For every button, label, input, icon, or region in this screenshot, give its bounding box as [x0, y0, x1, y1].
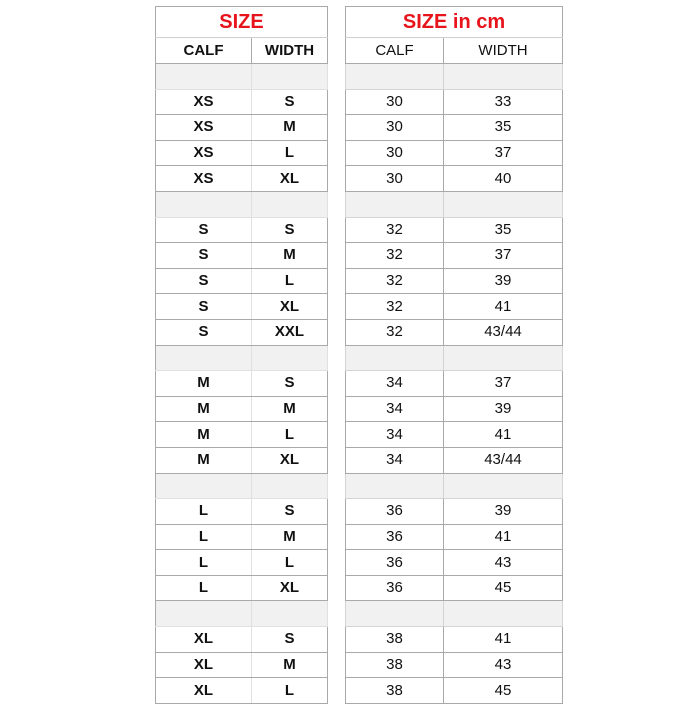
spacer-cell: [444, 191, 563, 217]
table-row: [156, 217, 328, 243]
table-row: [156, 499, 328, 525]
width-size-cell: M: [252, 115, 328, 141]
calf-cm-cell: 30: [346, 115, 444, 141]
table-row: [346, 319, 563, 345]
table-row: [156, 268, 328, 294]
width-size-cell: S: [252, 89, 328, 115]
calf-size-cell: XL: [156, 678, 252, 704]
width-size-cell: S: [252, 371, 328, 397]
width-cm-cell: 43/44: [444, 319, 563, 345]
table-row: [156, 550, 328, 576]
table-row: [346, 627, 563, 653]
spacer-cell: [156, 345, 252, 371]
group-spacer: [156, 473, 328, 499]
width-cm-cell: 45: [444, 575, 563, 601]
width-size-cell: M: [252, 524, 328, 550]
group-spacer: [346, 64, 563, 90]
table-row: [346, 652, 563, 678]
calf-cm-cell: 36: [346, 524, 444, 550]
spacer-cell: [252, 473, 328, 499]
spacer-cell: [252, 64, 328, 90]
width-cm-cell: 43: [444, 550, 563, 576]
width-size-cell: S: [252, 499, 328, 525]
width-cm-cell: 37: [444, 243, 563, 269]
spacer-cell: [444, 64, 563, 90]
table-row: [346, 217, 563, 243]
width-cm-cell: 41: [444, 524, 563, 550]
calf-size-cell: S: [156, 243, 252, 269]
table-row: [156, 652, 328, 678]
width-cm-cell: 37: [444, 371, 563, 397]
calf-cm-cell: 32: [346, 268, 444, 294]
width-size-cell: M: [252, 243, 328, 269]
width-cm-cell: 43: [444, 652, 563, 678]
width-cm-cell: 39: [444, 396, 563, 422]
width-header: WIDTH: [252, 38, 328, 64]
calf-size-cell: XS: [156, 89, 252, 115]
table-row: [346, 140, 563, 166]
table-row: [346, 524, 563, 550]
width-size-cell: L: [252, 140, 328, 166]
calf-cm-cell: 34: [346, 422, 444, 448]
width-size-cell: S: [252, 627, 328, 653]
spacer-cell: [346, 191, 444, 217]
width-size-cell: M: [252, 396, 328, 422]
table-row: [346, 294, 563, 320]
calf-size-cell: L: [156, 575, 252, 601]
width-cm-cell: 39: [444, 268, 563, 294]
calf-cm-cell: 30: [346, 89, 444, 115]
calf-size-cell: M: [156, 447, 252, 473]
table-row: [346, 499, 563, 525]
width-size-cell: XL: [252, 294, 328, 320]
table-row: [156, 319, 328, 345]
table-row: [156, 115, 328, 141]
calf-size-cell: L: [156, 524, 252, 550]
table-row: [156, 294, 328, 320]
calf-cm-cell: 32: [346, 294, 444, 320]
width-size-cell: XL: [252, 166, 328, 192]
calf-size-cell: L: [156, 499, 252, 525]
calf-size-cell: XL: [156, 652, 252, 678]
width-cm-cell: 41: [444, 294, 563, 320]
spacer-cell: [252, 345, 328, 371]
spacer-cell: [444, 345, 563, 371]
width-size-cell: L: [252, 678, 328, 704]
calf-size-cell: S: [156, 319, 252, 345]
spacer-cell: [156, 191, 252, 217]
width-cm-cell: 43/44: [444, 447, 563, 473]
calf-size-cell: M: [156, 371, 252, 397]
group-spacer: [156, 601, 328, 627]
group-spacer: [346, 601, 563, 627]
calf-size-cell: S: [156, 268, 252, 294]
calf-size-cell: S: [156, 294, 252, 320]
table-row: [346, 268, 563, 294]
calf-cm-cell: 36: [346, 575, 444, 601]
size-cm-title: SIZE in cm: [346, 7, 563, 38]
calf-size-cell: M: [156, 396, 252, 422]
spacer-cell: [444, 473, 563, 499]
width-size-cell: L: [252, 550, 328, 576]
table-row: [346, 243, 563, 269]
table-row: [346, 166, 563, 192]
table-row: [156, 524, 328, 550]
calf-cm-cell: 32: [346, 319, 444, 345]
width-size-cell: S: [252, 217, 328, 243]
calf-header: CALF: [156, 38, 252, 64]
width-size-cell: XL: [252, 575, 328, 601]
spacer-cell: [346, 345, 444, 371]
spacer-cell: [156, 64, 252, 90]
calf-size-cell: M: [156, 422, 252, 448]
width-size-cell: M: [252, 652, 328, 678]
width-size-cell: XXL: [252, 319, 328, 345]
table-row: [156, 627, 328, 653]
calf-cm-cell: 34: [346, 371, 444, 397]
table-row: [346, 89, 563, 115]
table-row: [346, 422, 563, 448]
calf-cm-cell: 30: [346, 166, 444, 192]
size-table: [155, 6, 328, 704]
group-spacer: [346, 191, 563, 217]
table-row: [156, 140, 328, 166]
table-row: [346, 115, 563, 141]
calf-cm-cell: 30: [346, 140, 444, 166]
table-row: [346, 575, 563, 601]
width-cm-cell: 33: [444, 89, 563, 115]
calf-cm-cell: 38: [346, 652, 444, 678]
size-title: SIZE: [156, 7, 328, 38]
width-cm-cell: 35: [444, 217, 563, 243]
calf-size-cell: S: [156, 217, 252, 243]
width-cm-cell: 45: [444, 678, 563, 704]
table-row: [346, 396, 563, 422]
spacer-cell: [156, 601, 252, 627]
group-spacer: [156, 64, 328, 90]
calf-cm-cell: 32: [346, 217, 444, 243]
calf-cm-cell: 36: [346, 499, 444, 525]
width-size-cell: L: [252, 422, 328, 448]
group-spacer: [346, 345, 563, 371]
calf-cm-cell: 36: [346, 550, 444, 576]
spacer-cell: [444, 601, 563, 627]
width-size-cell: L: [252, 268, 328, 294]
table-row: [156, 575, 328, 601]
spacer-cell: [252, 601, 328, 627]
table-row: [346, 550, 563, 576]
size-cm-table: [345, 6, 563, 704]
group-spacer: [156, 345, 328, 371]
calf-cm-cell: 34: [346, 396, 444, 422]
table-row: [156, 371, 328, 397]
width-cm-cell: 40: [444, 166, 563, 192]
spacer-cell: [346, 64, 444, 90]
calf-size-cell: XS: [156, 115, 252, 141]
calf-cm-cell: 38: [346, 627, 444, 653]
table-row: [156, 422, 328, 448]
table-row: [156, 89, 328, 115]
width-cm-cell: 37: [444, 140, 563, 166]
group-spacer: [346, 473, 563, 499]
width-cm-cell: 41: [444, 422, 563, 448]
width-cm-cell: 41: [444, 627, 563, 653]
calf-cm-cell: 38: [346, 678, 444, 704]
width-cm-cell: 35: [444, 115, 563, 141]
calf-size-cell: XS: [156, 140, 252, 166]
spacer-cell: [346, 473, 444, 499]
table-row: [156, 396, 328, 422]
table-row: [156, 243, 328, 269]
calf-cm-cell: 34: [346, 447, 444, 473]
table-row: [346, 371, 563, 397]
spacer-cell: [252, 191, 328, 217]
width-cm-header: WIDTH: [444, 38, 563, 64]
group-spacer: [156, 191, 328, 217]
table-row: [156, 166, 328, 192]
spacer-cell: [156, 473, 252, 499]
calf-size-cell: XL: [156, 627, 252, 653]
calf-size-cell: L: [156, 550, 252, 576]
calf-size-cell: XS: [156, 166, 252, 192]
spacer-cell: [346, 601, 444, 627]
table-row: [346, 447, 563, 473]
table-row: [156, 447, 328, 473]
width-size-cell: XL: [252, 447, 328, 473]
width-cm-cell: 39: [444, 499, 563, 525]
calf-cm-header: CALF: [346, 38, 444, 64]
calf-cm-cell: 32: [346, 243, 444, 269]
